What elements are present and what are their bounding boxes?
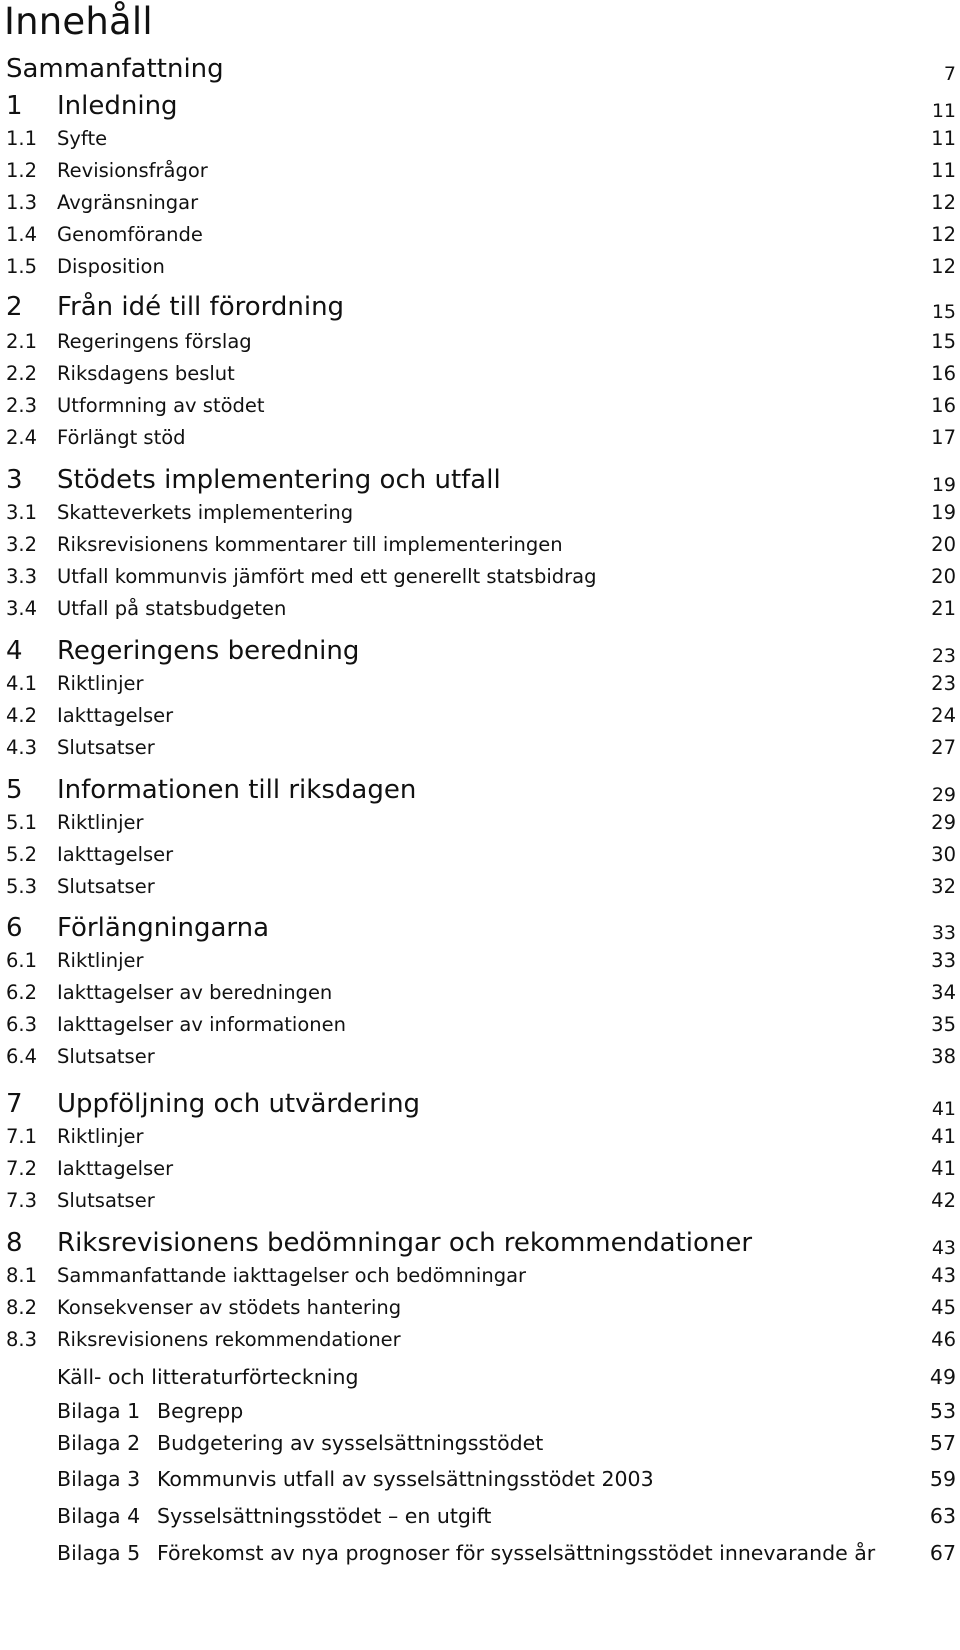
toc-entry-label: Regeringens beredning: [57, 636, 360, 666]
toc-chapter-row[interactable]: [0, 773, 960, 807]
toc-page-number: 12: [931, 223, 956, 246]
toc-entry-number: 2: [6, 292, 23, 322]
toc-appendix-title: Kommunvis utfall av sysselsättningsstödet 2003: [157, 1467, 654, 1491]
toc-entry-label: Riksrevisionens kommentarer till implementeringen: [57, 533, 563, 556]
toc-entry-number: 1.1: [6, 127, 38, 150]
toc-entry-number: 2.2: [6, 362, 38, 385]
toc-entry-number: 7.3: [6, 1189, 38, 1212]
toc-entry-number: 6: [6, 913, 23, 943]
toc-chapter-row[interactable]: [0, 634, 960, 668]
toc-page-number: 43: [931, 1264, 956, 1287]
toc-section-row[interactable]: [0, 670, 960, 698]
toc-section-row[interactable]: [0, 1011, 960, 1039]
toc-page-number: 23: [931, 645, 956, 667]
toc-section-row[interactable]: [0, 189, 960, 217]
toc-page-number: 43: [931, 1237, 956, 1259]
toc-entry-number: 8.2: [6, 1296, 38, 1319]
toc-entry-label: Riktlinjer: [57, 949, 144, 972]
toc-page-number: 15: [931, 330, 956, 353]
toc-page-number: 41: [931, 1098, 956, 1120]
toc-entry-number: 4.3: [6, 736, 38, 759]
toc-entry-number: 7.2: [6, 1157, 38, 1180]
toc-entry-number: 3.1: [6, 501, 38, 524]
toc-appendix-title: Förekomst av nya prognoser för sysselsättningsstödet innevarande år: [157, 1541, 876, 1565]
toc-entry-number: 2.4: [6, 426, 38, 449]
toc-page-number: 16: [931, 394, 956, 417]
toc-section-row[interactable]: [0, 873, 960, 901]
toc-page-number: 23: [931, 672, 956, 695]
toc-entry-label: Slutsatser: [57, 1045, 155, 1068]
toc-entry-number: 1: [6, 91, 23, 121]
toc-entry-number: 1.4: [6, 223, 38, 246]
toc-section-row[interactable]: [0, 125, 960, 153]
toc-chapter-row[interactable]: [0, 89, 960, 123]
toc-page-number: 41: [931, 1157, 956, 1180]
toc-entry-label: Slutsatser: [57, 875, 155, 898]
toc-section-row[interactable]: [0, 531, 960, 559]
toc-entry-number: 5: [6, 775, 23, 805]
toc-entry-label: Slutsatser: [57, 736, 155, 759]
toc-section-row[interactable]: [0, 1123, 960, 1151]
toc-entry-label: Iakttagelser: [57, 704, 174, 727]
toc-entry-label: Syfte: [57, 127, 108, 150]
toc-page-number: 45: [931, 1296, 956, 1319]
toc-section-row[interactable]: [0, 702, 960, 730]
toc-entry-number: 5.2: [6, 843, 38, 866]
toc-entry-number: 5.1: [6, 811, 38, 834]
toc-entry-label: Bilaga 1: [57, 1399, 141, 1423]
toc-entry-label: Riktlinjer: [57, 1125, 144, 1148]
toc-section-row[interactable]: [0, 734, 960, 762]
toc-page-number: 59: [929, 1467, 956, 1491]
toc-page-number: 24: [931, 704, 956, 727]
toc-entry-number: 3: [6, 465, 23, 495]
toc-entry-label: Riksdagens beslut: [57, 362, 235, 385]
toc-section-row[interactable]: [0, 221, 960, 249]
toc-page-number: 29: [931, 811, 956, 834]
toc-entry-number: 6.3: [6, 1013, 38, 1036]
toc-appendix-row[interactable]: [0, 1501, 960, 1531]
toc-entry-number: 8.1: [6, 1264, 38, 1287]
toc-page-number: 11: [931, 127, 956, 150]
toc-section-row[interactable]: [0, 157, 960, 185]
toc-page-number: 12: [931, 255, 956, 278]
toc-page-number: 17: [931, 426, 956, 449]
toc-entry-label: Bilaga 5: [57, 1541, 141, 1565]
toc-section-row[interactable]: [0, 360, 960, 388]
toc-section-row[interactable]: [0, 841, 960, 869]
toc-entry-label: Förlängningarna: [57, 913, 270, 943]
toc-section-row[interactable]: [0, 1326, 960, 1354]
toc-entry-label: Utfall kommunvis jämfört med ett generellt statsbidrag: [57, 565, 597, 588]
toc-entry-number: 4: [6, 636, 23, 666]
toc-entry-number: 1.5: [6, 255, 38, 278]
toc-entry-label: Bilaga 3: [57, 1467, 141, 1491]
toc-entry-label: Iakttagelser: [57, 843, 174, 866]
toc-section-row[interactable]: [0, 1043, 960, 1071]
toc-entry-label: Utformning av stödet: [57, 394, 265, 417]
toc-section-row[interactable]: [0, 1155, 960, 1183]
toc-entry-label: Utfall på statsbudgeten: [57, 597, 287, 620]
toc-section-row[interactable]: [0, 499, 960, 527]
toc-entry-number: 6.1: [6, 949, 38, 972]
toc-entry-label: Förlängt stöd: [57, 426, 186, 449]
page-title: Innehåll: [4, 0, 153, 43]
toc-entry-label: Informationen till riksdagen: [57, 775, 417, 805]
toc-entry-number: 7.1: [6, 1125, 38, 1148]
toc-page-number: 12: [931, 191, 956, 214]
toc-section-row[interactable]: [0, 595, 960, 623]
toc-appendix-title: Begrepp: [157, 1399, 244, 1423]
toc-page-number: 15: [931, 301, 956, 323]
toc-entry-label: Konsekvenser av stödets hantering: [57, 1296, 402, 1319]
toc-entry-label: Avgränsningar: [57, 191, 199, 214]
toc-entry-label: Bilaga 2: [57, 1431, 141, 1455]
toc-page-number: 34: [931, 981, 956, 1004]
toc-entry-label: Riksrevisionens rekommendationer: [57, 1328, 401, 1351]
toc-page-number: 19: [931, 474, 956, 496]
toc-section-row[interactable]: [0, 1187, 960, 1215]
toc-page-number: 21: [931, 597, 956, 620]
toc-section-row[interactable]: [0, 392, 960, 420]
toc-entry-number: 1.2: [6, 159, 38, 182]
toc-entry-number: 7: [6, 1089, 23, 1119]
toc-page-number: 63: [929, 1504, 956, 1528]
toc-entry-number: 4.1: [6, 672, 38, 695]
toc-chapter-row[interactable]: [0, 52, 960, 86]
toc-page-number: 19: [931, 501, 956, 524]
toc-page-number: 32: [931, 875, 956, 898]
toc-entry-label: Uppföljning och utvärdering: [57, 1089, 421, 1119]
toc-entry-number: 4.2: [6, 704, 38, 727]
toc-appendix-row[interactable]: [0, 1538, 960, 1568]
toc-entry-label: Iakttagelser av beredningen: [57, 981, 333, 1004]
toc-page-number: 46: [931, 1328, 956, 1351]
toc-entry-number: 8: [6, 1228, 23, 1258]
toc-chapter-row[interactable]: [0, 911, 960, 945]
toc-page-number: 29: [931, 784, 956, 806]
toc-page-number: 57: [929, 1431, 956, 1455]
toc-entry-label: Sammanfattande iakttagelser och bedömningar: [57, 1264, 527, 1287]
toc-entry-label: Disposition: [57, 255, 165, 278]
toc-entry-number: 6.2: [6, 981, 38, 1004]
toc-appendix-row[interactable]: [0, 1396, 960, 1426]
toc-section-row[interactable]: [0, 1262, 960, 1290]
toc-page-number: 16: [931, 362, 956, 385]
toc-appendix-title: Sysselsättningsstödet – en utgift: [157, 1504, 492, 1528]
toc-chapter-row[interactable]: [0, 1226, 960, 1260]
toc-chapter-row[interactable]: [0, 1087, 960, 1121]
toc-section-row[interactable]: [0, 947, 960, 975]
toc-entry-label: Riktlinjer: [57, 811, 144, 834]
toc-appendix-row[interactable]: [0, 1464, 960, 1494]
toc-section-row[interactable]: [0, 328, 960, 356]
toc-page-number: 67: [929, 1541, 956, 1565]
toc-entry-label: Riksrevisionens bedömningar och rekommendationer: [57, 1228, 753, 1258]
toc-entry-label: Skatteverkets implementering: [57, 501, 354, 524]
toc-page-number: 42: [931, 1189, 956, 1212]
toc-entry-label: Slutsatser: [57, 1189, 155, 1212]
toc-page-number: 49: [929, 1365, 956, 1389]
toc-appendix-title: Budgetering av sysselsättningsstödet: [157, 1431, 544, 1455]
toc-entry-label: Riktlinjer: [57, 672, 144, 695]
toc-entry-number: 3.4: [6, 597, 38, 620]
toc-entry-label: Iakttagelser: [57, 1157, 174, 1180]
toc-entry-number: 2.1: [6, 330, 38, 353]
toc-entry-label: Revisionsfrågor: [57, 159, 208, 182]
toc-entry-number: 8.3: [6, 1328, 38, 1351]
toc-page-number: 7: [943, 63, 956, 85]
toc-page-number: 35: [931, 1013, 956, 1036]
toc-chapter-row[interactable]: [0, 463, 960, 497]
toc-entry-label: Regeringens förslag: [57, 330, 252, 353]
toc-entry-label: Bilaga 4: [57, 1504, 141, 1528]
toc-entry-label: Genomförande: [57, 223, 203, 246]
toc-entry-label: Från idé till förordning: [57, 292, 345, 322]
toc-section-row[interactable]: [0, 253, 960, 281]
toc-entry-label: Sammanfattning: [6, 54, 224, 84]
toc-page-number: 33: [931, 922, 956, 944]
toc-entry-number: 2.3: [6, 394, 38, 417]
toc-page-number: 33: [931, 949, 956, 972]
toc-section-row[interactable]: [0, 979, 960, 1007]
toc-page-number: 20: [931, 565, 956, 588]
toc-page-number: 20: [931, 533, 956, 556]
toc-page-number: 30: [931, 843, 956, 866]
toc-page-number: 27: [931, 736, 956, 759]
toc-section-row[interactable]: [0, 1294, 960, 1322]
toc-page-number: 41: [931, 1125, 956, 1148]
toc-section-row[interactable]: [0, 563, 960, 591]
toc-entry-number: 3.2: [6, 533, 38, 556]
toc-entry-label: Iakttagelser av informationen: [57, 1013, 346, 1036]
toc-entry-label: Stödets implementering och utfall: [57, 465, 501, 495]
toc-page-number: 38: [931, 1045, 956, 1068]
toc-section-row[interactable]: [0, 424, 960, 452]
toc-page-number: 11: [931, 100, 956, 122]
toc-entry-number: 6.4: [6, 1045, 38, 1068]
toc-entry-label: Inledning: [57, 91, 178, 121]
toc-page-number: 11: [931, 159, 956, 182]
toc-chapter-row[interactable]: [0, 290, 960, 324]
toc-appendix-row[interactable]: [0, 1428, 960, 1458]
toc-entry-number: 5.3: [6, 875, 38, 898]
toc-section-row[interactable]: [0, 809, 960, 837]
toc-entry-number: 3.3: [6, 565, 38, 588]
toc-page-number: 53: [929, 1399, 956, 1423]
toc-appendix-row[interactable]: [0, 1362, 960, 1392]
toc-entry-label: Käll- och litteraturförteckning: [57, 1365, 359, 1389]
toc-entry-number: 1.3: [6, 191, 38, 214]
